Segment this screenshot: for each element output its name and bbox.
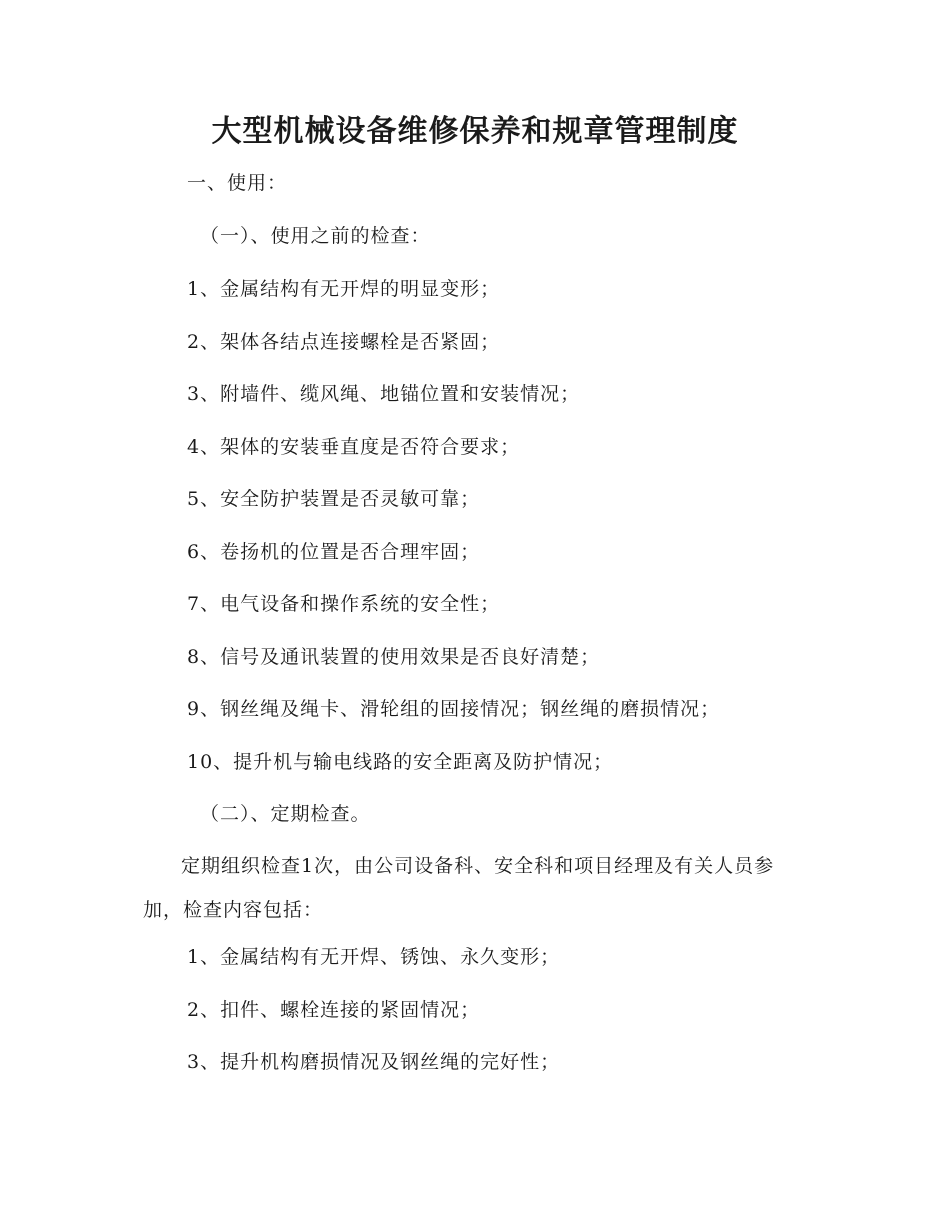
list-item: 4、架体的安装垂直度是否符合要求； bbox=[187, 436, 521, 458]
subsection-heading-periodic-check: （二）、定期检查。 bbox=[200, 803, 371, 825]
list-item: 3、附墙件、缆风绳、地锚位置和安装情况； bbox=[187, 383, 581, 405]
list-item: 2、架体各结点连接螺栓是否紧固； bbox=[187, 331, 501, 353]
section-heading-use: 一、使用： bbox=[187, 172, 288, 194]
list-item: 9、钢丝绳及绳卡、滑轮组的固接情况；钢丝绳的磨损情况； bbox=[187, 698, 721, 720]
list-item: 5、安全防护装置是否灵敏可靠； bbox=[187, 488, 481, 510]
document-title: 大型机械设备维修保养和规章管理制度 bbox=[211, 114, 739, 149]
list-item: 7、电气设备和操作系统的安全性； bbox=[187, 593, 501, 615]
list-item: 2、扣件、螺栓连接的紧固情况； bbox=[187, 999, 481, 1021]
list-item: 1、金属结构有无开焊的明显变形； bbox=[187, 278, 501, 300]
list-item: 8、信号及通讯装置的使用效果是否良好清楚； bbox=[187, 646, 601, 668]
list-item: 6、卷扬机的位置是否合理牢固； bbox=[187, 541, 481, 563]
list-item: 3、提升机构磨损情况及钢丝绳的完好性； bbox=[187, 1051, 561, 1073]
list-item: 1、金属结构有无开焊、锈蚀、永久变形； bbox=[187, 946, 561, 968]
periodic-check-intro: 定期组织检查1次，由公司设备科、安全科和项目经理及有关人员参加，检查内容包括： bbox=[143, 855, 775, 921]
subsection-heading-pre-use-check: （一）、使用之前的检查： bbox=[200, 225, 431, 247]
list-item: 10、提升机与输电线路的安全距离及防护情况； bbox=[187, 751, 614, 773]
